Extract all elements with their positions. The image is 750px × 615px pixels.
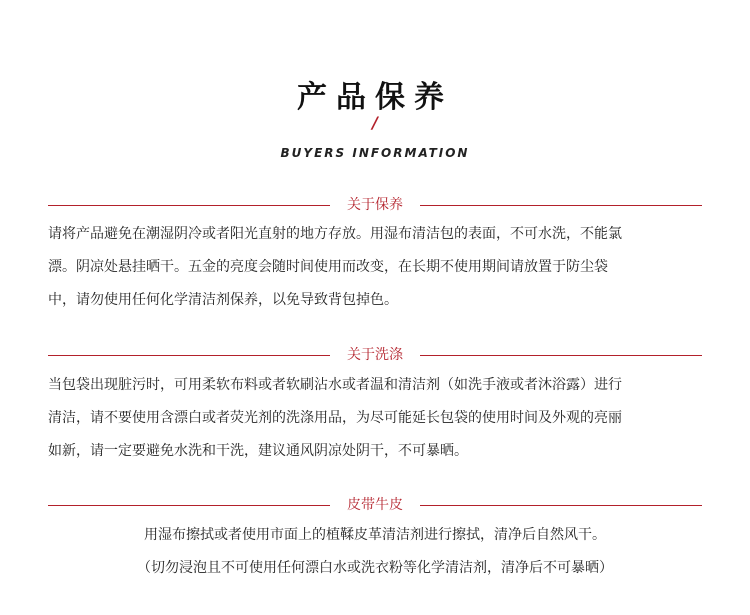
section-heading-label: 皮带牛皮 [347, 497, 403, 513]
section-heading-care [48, 195, 702, 215]
title-divider-slash: / [372, 113, 378, 132]
paragraph-line: 漂。阴凉处悬挂晒干。五金的亮度会随时间使用而改变，在长期不使用期间请放置于防尘袋 [48, 259, 608, 275]
heading-rule-right [420, 205, 702, 206]
section-heading-washing [48, 345, 702, 365]
paragraph-line: 用湿布擦拭或者使用市面上的植鞣皮革清洁剂进行擦拭，清净后自然风干。 [144, 527, 606, 543]
heading-rule-left [48, 505, 330, 506]
leather-strap-paragraph [45, 519, 705, 585]
page-title: 产品保养 [297, 80, 453, 115]
section-heading-label: 关于洗涤 [347, 347, 403, 363]
page-subtitle: BUYERS INFORMATION [280, 146, 470, 160]
paragraph-line: 中，请勿使用任何化学清洁剂保养，以免导致背包掉色。 [48, 292, 398, 308]
section-heading-leather-strap [48, 495, 702, 515]
section-heading-label: 关于保养 [347, 197, 403, 213]
paragraph-line: （切勿浸泡且不可使用任何漂白水或洗衣粉等化学清洁剂，清净后不可暴晒） [137, 560, 613, 576]
heading-rule-left [48, 205, 330, 206]
paragraph-line: 当包袋出现脏污时，可用柔软布料或者软刷沾水或者温和清洁剂（如洗手液或者沐浴露）进行 [48, 377, 622, 393]
paragraph-line: 如新，请一定要避免水洗和干洗，建议通风阴凉处阴干，不可暴晒。 [48, 443, 468, 459]
heading-rule-right [420, 505, 702, 506]
heading-rule-left [48, 355, 330, 356]
washing-paragraph [48, 369, 708, 468]
care-paragraph [48, 218, 708, 317]
heading-rule-right [420, 355, 702, 356]
paragraph-line: 清洁，请不要使用含漂白或者荧光剂的洗涤用品，为尽可能延长包袋的使用时间及外观的亮丽 [48, 410, 622, 426]
paragraph-line: 请将产品避免在潮湿阴冷或者阳光直射的地方存放。用湿布清洁包的表面，不可水洗，不能氯 [48, 226, 622, 242]
